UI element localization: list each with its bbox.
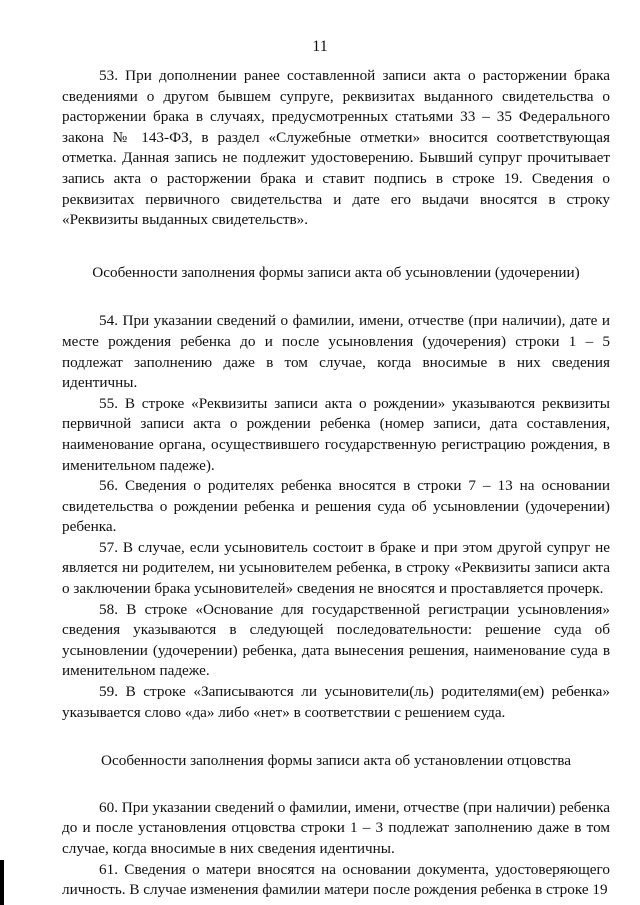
paragraph-58: 58. В строке «Основание для государственной регистрации усыновления» сведения указываются в следующей последовательности: решение суда об усыновлении (удочерении) ребенка, дата вынесения решения, наименование суда в именительном падеже. <box>62 600 610 680</box>
section-heading-adoption: Особенности заполнения формы записи акта об усыновлении (удочерении) <box>92 263 580 281</box>
paragraph-60: 60. При указании сведений о фамилии, имени, отчестве (при наличии) ребенка до и после установления отцовства строки 1 – 3 подлежат заполнению даже в том случае, когда вносимые в них сведения идентичны. <box>62 798 610 857</box>
paragraph-57: 57. В случае, если усыновитель состоит в браке и при этом другой супруг не является ни родителем, ни усыновителем ребенка, в строку «Реквизиты записи акта о заключении брака усыновителей» сведения не вносятся и проставляется прочерк. <box>62 538 610 598</box>
document-body <box>62 66 610 901</box>
paragraph-61: 61. Сведения о матери вносятся на основании документа, удостоверяющего личность. В случае изменения фамилии матери после рождения ребенка в строке 19 <box>62 860 610 899</box>
paragraph-54: 54. При указании сведений о фамилии, имени, отчестве (при наличии), дате и месте рождения ребенка до и после усыновления (удочерения) строки 1 – 5 подлежат заполнению даже в том случае, когда вносимые в них сведения идентичны. <box>62 312 610 392</box>
section-heading-paternity: Особенности заполнения формы записи акта об установлении отцовства <box>101 752 571 770</box>
paragraph-59: 59. В строке «Записываются ли усыновители(ль) родителями(ем) ребенка» указывается слово «да» либо «нет» в соответствии с решением суда. <box>62 683 610 721</box>
paragraph-55: 55. В строке «Реквизиты записи акта о рождении» указываются реквизиты первичной записи акта о рождении ребенка (номер записи, дата составления, наименование органа, осуществившего государственную регистрацию рождения, в именительном падеже). <box>62 394 610 474</box>
page-number: 11 <box>312 38 328 55</box>
paragraph-56: 56. Сведения о родителях ребенка вносятся в строки 7 – 13 на основании свидетельства о рождении ребенка и решения суда об усыновлении (удочерении) ребенка. <box>62 477 610 536</box>
paragraph-53: 53. При дополнении ранее составленной записи акта о расторжении брака сведениями о другом бывшем супруге, реквизитах выданного свидетельства о расторжении брака в случаях, предусмотренных статьями 33 – 35 Федерального закона № 143-ФЗ, в раздел «Служебные отметки» вносится соответствующая отметка. Данная запись не подлежит удостоверению. Бывший супруг прочитывает запись акта о расторжении брака и ставит подпись в строке 19. Сведения о реквизитах первичного свидетельства и дате его выдачи вносятся в строку «Реквизиты выданных свидетельств». <box>62 67 610 229</box>
scan-edge-mark <box>0 860 4 905</box>
